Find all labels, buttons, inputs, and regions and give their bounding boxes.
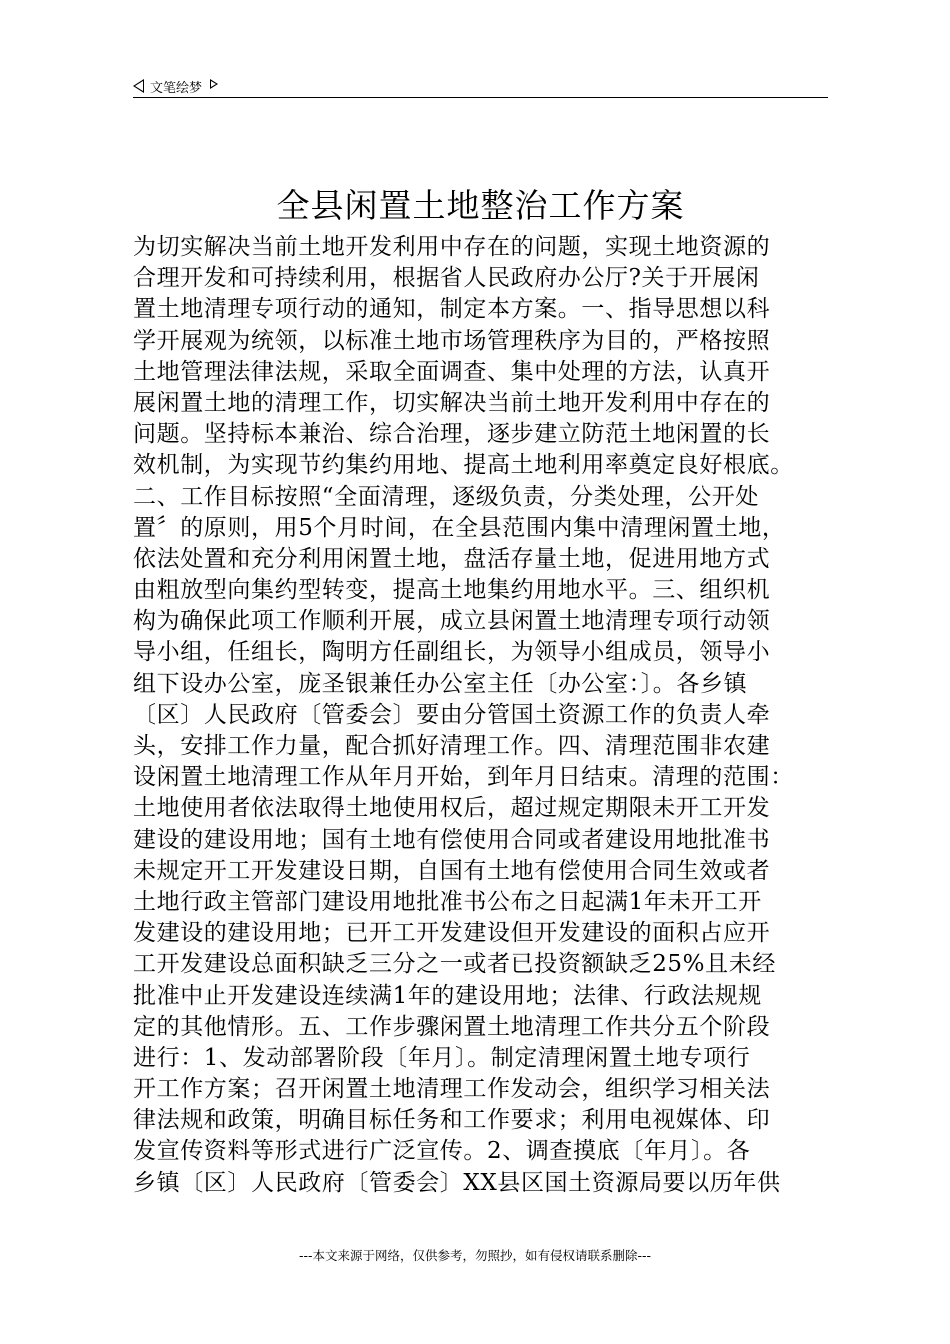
header-brand: 文笔绘梦 bbox=[150, 80, 203, 96]
body-line: 发宣传资料等形式进行广泛宣传。2、调查摸底〔年月〕。各 bbox=[133, 1138, 751, 1165]
body-line: 构为确保此项工作顺利开展，成立县闲置土地清理专项行动领 bbox=[133, 608, 771, 635]
body-line: 〔区〕人民政府〔管委会〕要由分管国土资源工作的负责人牵 bbox=[133, 701, 771, 728]
body-line: 土地行政主管部门建设用地批准书公布之日起满1年未开工开 bbox=[133, 888, 762, 915]
page-header bbox=[133, 74, 828, 98]
body-line: 置〞的原则，用5个月时间，在全县范围内集中清理闲置土地， bbox=[133, 514, 786, 541]
body-line: 乡镇〔区〕人民政府〔管委会〕XX县区国土资源局要以历年供 bbox=[133, 1169, 781, 1196]
body-line: 问题。坚持标本兼治、综合治理，逐步建立防范土地闲置的长 bbox=[133, 421, 771, 448]
body-line: 展闲置土地的清理工作，切实解决当前土地开发利用中存在的 bbox=[133, 389, 771, 416]
body-line: 土地使用者依法取得土地使用权后，超过规定期限未开工开发 bbox=[133, 795, 771, 822]
body-line: 未规定开工开发建设日期，自国有土地有偿使用合同生效或者 bbox=[133, 857, 771, 884]
footer-notice: ---本文来源于网络，仅供参考，勿照抄，如有侵权请联系删除--- bbox=[298, 1248, 652, 1263]
body-line: 二、工作目标按照“全面清理，逐级负责，分类处理，公开处 bbox=[133, 483, 759, 510]
body-line: 学开展观为统领，以标准土地市场管理秩序为目的，严格按照 bbox=[133, 327, 771, 354]
body-line: 进行：1、发动部署阶段〔年月〕。制定清理闲置土地专项行 bbox=[133, 1044, 751, 1071]
body-line: 设闲置土地清理工作从年月开始，到年月日结束。清理的范围： bbox=[133, 764, 794, 791]
body-line: 导小组，任组长，陶明方任副组长，为领导小组成员，领导小 bbox=[133, 639, 771, 666]
body-line: 定的其他情形。五、工作步骤闲置土地清理工作共分五个阶段 bbox=[133, 1013, 771, 1040]
body-line: 组下设办公室，庞圣银兼任办公室主任〔办公室：〕。各乡镇 bbox=[133, 670, 748, 697]
document-title: 全县闲置土地整治工作方案 bbox=[276, 186, 685, 225]
header-divider bbox=[133, 97, 828, 98]
triangle-left-icon bbox=[133, 79, 144, 93]
body-line: 置土地清理专项行动的通知，制定本方案。一、指导思想以科 bbox=[133, 296, 771, 323]
body-line: 发建设的建设用地；已开工开发建设但开发建设的面积占应开 bbox=[133, 920, 771, 947]
body-line: 头，安排工作力量，配合抓好清理工作。四、清理范围非农建 bbox=[133, 733, 771, 759]
triangle-right-icon bbox=[210, 79, 218, 89]
body-line: 合理开发和可持续利用，根据省人民政府办公厅?关于开展闲 bbox=[133, 265, 760, 292]
body-line: 由粗放型向集约型转变，提高土地集约用地水平。三、组织机 bbox=[133, 577, 771, 604]
body-line: 土地管理法律法规，采取全面调查、集中处理的方法，认真开 bbox=[133, 358, 771, 385]
body-line: 律法规和政策，明确目标任务和工作要求；利用电视媒体、印 bbox=[133, 1107, 771, 1134]
body-line: 依法处置和充分利用闲置土地，盘活存量土地，促进用地方式 bbox=[133, 545, 771, 572]
document-body bbox=[133, 232, 833, 1199]
body-line: 效机制，为实现节约集约用地、提高土地利用率奠定良好根底。 bbox=[133, 452, 794, 479]
body-line: 批准中止开发建设连续满1年的建设用地；法律、行政法规规 bbox=[133, 982, 762, 1009]
body-line: 为切实解决当前土地开发利用中存在的问题，实现土地资源的 bbox=[133, 234, 771, 260]
body-line: 工开发建设总面积缺乏三分之一或者已投资额缺乏25%且未经 bbox=[133, 951, 776, 978]
body-line: 建设的建设用地；国有土地有偿使用合同或者建设用地批准书 bbox=[133, 826, 771, 853]
body-line: 开工作方案；召开闲置土地清理工作发动会，组织学习相关法 bbox=[133, 1076, 771, 1103]
